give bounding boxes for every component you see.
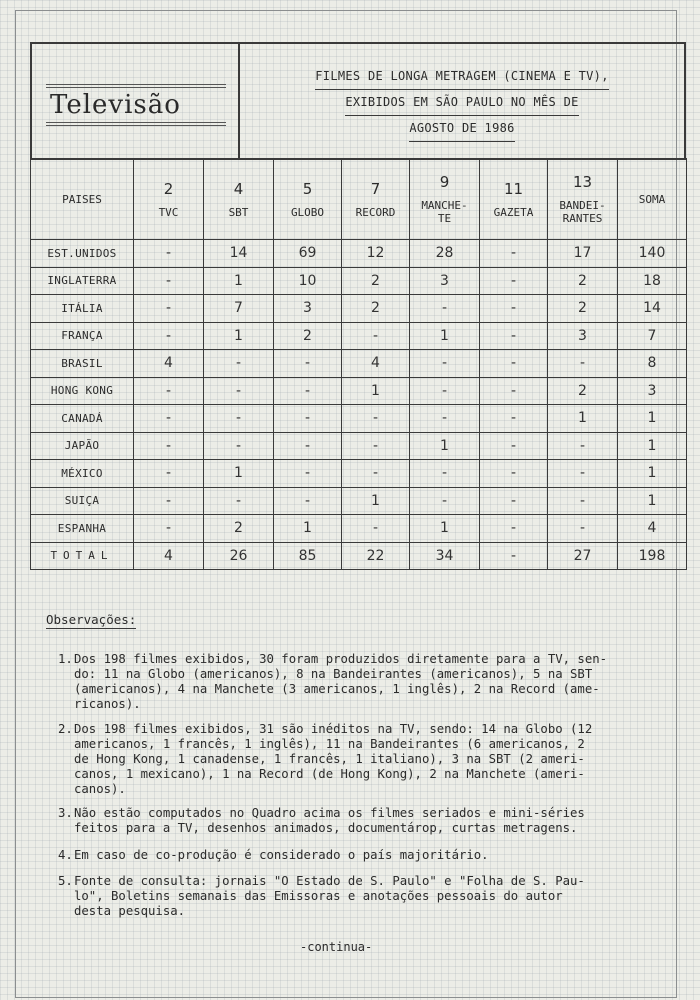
country-cell: HONG KONG <box>31 377 134 405</box>
header-box <box>30 42 686 160</box>
value-cell: 1 <box>274 515 342 543</box>
sum-cell: 4 <box>618 515 687 543</box>
note-text: Não estão computados no Quadro acima os filmes seriados e mini-séries feitos para a TV, desenhos animados, documentárop, curtas metragens. <box>74 806 585 835</box>
value-cell: - <box>134 322 204 350</box>
note-number: 5. <box>58 874 73 888</box>
logo-cell <box>32 44 240 158</box>
value-cell: - <box>410 295 480 323</box>
channel-header: 5 GLOBO <box>274 159 342 240</box>
value-cell: 2 <box>548 267 618 295</box>
table-header-row <box>31 159 687 240</box>
value-cell: - <box>134 487 204 515</box>
value-cell: 3 <box>410 267 480 295</box>
value-cell: - <box>480 460 548 488</box>
title-cell <box>240 44 684 158</box>
title-line-3: AGOSTO DE 1986 <box>409 116 514 142</box>
value-cell: - <box>274 405 342 433</box>
country-cell: ITÁLIA <box>31 295 134 323</box>
value-cell: 28 <box>410 240 480 268</box>
table-row <box>31 460 687 488</box>
note-number: 3. <box>58 806 73 820</box>
value-cell: - <box>480 432 548 460</box>
sum-header: SOMA <box>618 159 687 240</box>
value-cell: 22 <box>342 542 410 570</box>
table-row <box>31 350 687 378</box>
title-line-2: EXIBIDOS EM SÃO PAULO NO MÊS DE <box>345 90 578 116</box>
value-cell: 14 <box>204 240 274 268</box>
country-cell: ESPANHA <box>31 515 134 543</box>
value-cell: - <box>480 377 548 405</box>
table-row <box>31 322 687 350</box>
value-cell: 7 <box>204 295 274 323</box>
sum-cell: 8 <box>618 350 687 378</box>
value-cell: - <box>134 267 204 295</box>
value-cell: - <box>134 240 204 268</box>
value-cell: - <box>204 432 274 460</box>
value-cell: 4 <box>134 350 204 378</box>
note-text: Dos 198 filmes exibidos, 31 são inéditos na TV, sendo: 14 na Globo (12 americanos, 1 francês, 1 inglês), 11 na Bandeirantes (6 americanos, 2 de Hong Kong, 1 canadense, 1 francês, 1 italiano), 3 na SBT (2 ameri- canos, 1 mexicano), 1 na Record (de Hong Kong), 2 na Manchete (ameri- canos). <box>74 722 593 796</box>
value-cell: 1 <box>410 432 480 460</box>
country-cell: MÉXICO <box>31 460 134 488</box>
channel-header: 9 MANCHE- TE <box>410 159 480 240</box>
value-cell: - <box>134 295 204 323</box>
channel-header: 11 GAZETA <box>480 159 548 240</box>
value-cell: - <box>274 460 342 488</box>
value-cell: 2 <box>274 322 342 350</box>
note-item <box>58 652 688 712</box>
observations-title: Observações: <box>46 612 137 627</box>
note-item <box>58 874 688 919</box>
channel-header: 7 RECORD <box>342 159 410 240</box>
value-cell: - <box>548 432 618 460</box>
value-cell: 2 <box>342 267 410 295</box>
value-cell: 1 <box>204 460 274 488</box>
channel-header: 2 TVC <box>134 159 204 240</box>
value-cell: 2 <box>548 377 618 405</box>
sum-cell: 1 <box>618 405 687 433</box>
sum-cell: 18 <box>618 267 687 295</box>
value-cell: - <box>204 405 274 433</box>
value-cell: - <box>480 405 548 433</box>
value-cell: 34 <box>410 542 480 570</box>
value-cell: - <box>480 267 548 295</box>
table-row <box>31 515 687 543</box>
note-text: Em caso de co-produção é considerado o país majoritário. <box>74 848 489 862</box>
value-cell: - <box>342 322 410 350</box>
value-cell: 2 <box>548 295 618 323</box>
value-cell: - <box>134 405 204 433</box>
note-number: 1. <box>58 652 73 666</box>
country-cell: INGLATERRA <box>31 267 134 295</box>
sum-cell: 1 <box>618 460 687 488</box>
logo-text: Televisão <box>50 90 181 120</box>
value-cell: 17 <box>548 240 618 268</box>
value-cell: - <box>342 460 410 488</box>
value-cell: 1 <box>410 515 480 543</box>
value-cell: - <box>204 487 274 515</box>
sum-cell: 140 <box>618 240 687 268</box>
value-cell: - <box>134 515 204 543</box>
value-cell: 4 <box>342 350 410 378</box>
value-cell: - <box>134 460 204 488</box>
value-cell: 1 <box>342 377 410 405</box>
country-cell: SUIÇA <box>31 487 134 515</box>
note-number: 4. <box>58 848 73 862</box>
value-cell: - <box>342 405 410 433</box>
continua-footer: -continua- <box>300 940 373 954</box>
value-cell: 1 <box>410 322 480 350</box>
value-cell: - <box>342 432 410 460</box>
value-cell: - <box>480 350 548 378</box>
note-item <box>58 722 688 797</box>
value-cell: 2 <box>342 295 410 323</box>
value-cell: - <box>480 322 548 350</box>
value-cell: 10 <box>274 267 342 295</box>
title-line-1: FILMES DE LONGA METRAGEM (CINEMA E TV), <box>315 64 608 90</box>
sum-cell: 3 <box>618 377 687 405</box>
country-cell: EST.UNIDOS <box>31 240 134 268</box>
films-table <box>30 158 687 570</box>
channel-header: 4 SBT <box>204 159 274 240</box>
value-cell: - <box>410 460 480 488</box>
value-cell: 27 <box>548 542 618 570</box>
value-cell: - <box>410 377 480 405</box>
value-cell: - <box>274 377 342 405</box>
country-cell: JAPÃO <box>31 432 134 460</box>
value-cell: 3 <box>274 295 342 323</box>
sum-cell: 1 <box>618 432 687 460</box>
value-cell: - <box>480 240 548 268</box>
sum-cell: 1 <box>618 487 687 515</box>
sum-cell: 198 <box>618 542 687 570</box>
countries-header: PAISES <box>31 159 134 240</box>
country-cell: CANADÁ <box>31 405 134 433</box>
value-cell: 12 <box>342 240 410 268</box>
sum-cell: 7 <box>618 322 687 350</box>
value-cell: - <box>410 350 480 378</box>
value-cell: - <box>274 487 342 515</box>
country-cell: FRANÇA <box>31 322 134 350</box>
value-cell: 1 <box>342 487 410 515</box>
value-cell: - <box>134 432 204 460</box>
televisao-logo <box>46 84 226 130</box>
table-row <box>31 240 687 268</box>
value-cell: - <box>342 515 410 543</box>
value-cell: - <box>274 350 342 378</box>
note-text: Fonte de consulta: jornais "O Estado de S. Paulo" e "Folha de S. Pau- lo", Boletins semanais das Emissoras e anotações pessoais do autor desta pesquisa. <box>74 874 585 918</box>
value-cell: - <box>204 377 274 405</box>
table-row <box>31 487 687 515</box>
value-cell: - <box>274 432 342 460</box>
value-cell: - <box>480 515 548 543</box>
channel-header: 13 BANDEI- RANTES <box>548 159 618 240</box>
value-cell: 2 <box>204 515 274 543</box>
note-text: Dos 198 filmes exibidos, 30 foram produzidos diretamente para a TV, sen- do: 11 na Globo (americanos), 8 na Bandeirantes (americanos), 5 na SBT (americanos), 4 na Manchete (3 americanos, 1 inglês), 2 na Record (ame- ricanos). <box>74 652 608 711</box>
value-cell: - <box>480 295 548 323</box>
table-row <box>31 377 687 405</box>
value-cell: 3 <box>548 322 618 350</box>
value-cell: 4 <box>134 542 204 570</box>
value-cell: - <box>134 377 204 405</box>
table-row <box>31 432 687 460</box>
note-item <box>58 848 688 863</box>
value-cell: - <box>548 487 618 515</box>
value-cell: 1 <box>204 267 274 295</box>
value-cell: - <box>548 515 618 543</box>
value-cell: 69 <box>274 240 342 268</box>
value-cell: 85 <box>274 542 342 570</box>
total-label: TOTAL <box>31 542 134 570</box>
sum-cell: 14 <box>618 295 687 323</box>
value-cell: 26 <box>204 542 274 570</box>
country-cell: BRASIL <box>31 350 134 378</box>
table-row <box>31 267 687 295</box>
value-cell: - <box>410 487 480 515</box>
value-cell: - <box>480 487 548 515</box>
value-cell: - <box>410 405 480 433</box>
table-row <box>31 295 687 323</box>
value-cell: 1 <box>204 322 274 350</box>
table-row <box>31 405 687 433</box>
value-cell: - <box>480 542 548 570</box>
total-row <box>31 542 687 570</box>
value-cell: - <box>548 350 618 378</box>
note-item <box>58 806 688 836</box>
value-cell: 1 <box>548 405 618 433</box>
value-cell: - <box>204 350 274 378</box>
note-number: 2. <box>58 722 73 736</box>
value-cell: - <box>548 460 618 488</box>
